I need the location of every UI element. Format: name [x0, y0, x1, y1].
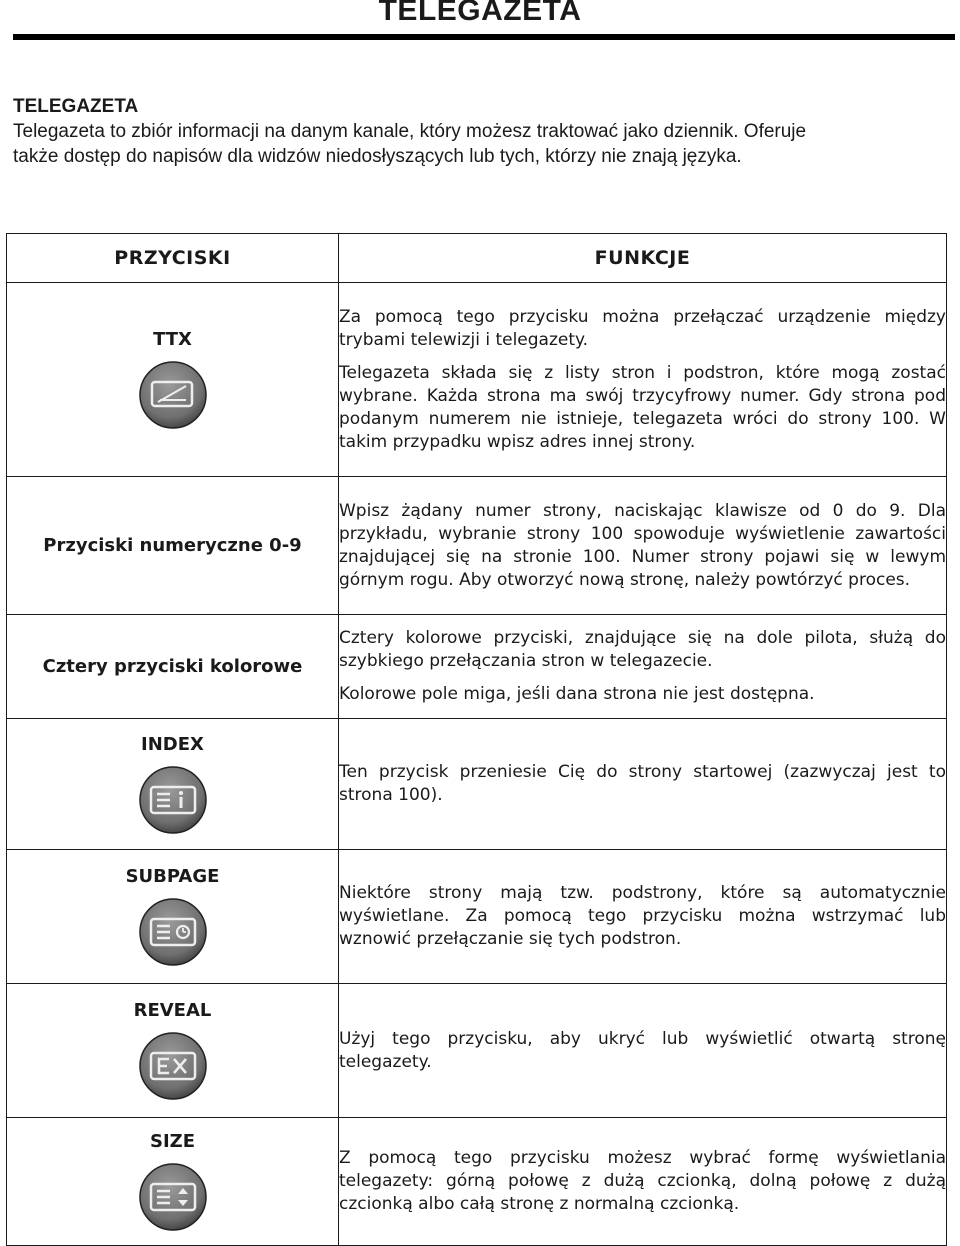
table-row — [7, 477, 947, 615]
index-icon — [138, 765, 208, 835]
size-icon — [138, 1162, 208, 1232]
intro-section — [13, 94, 958, 169]
table-row — [7, 283, 947, 477]
button-cell-reveal — [7, 984, 339, 1118]
table-row — [7, 719, 947, 850]
subpage-icon — [138, 897, 208, 967]
function-cell-subpage — [339, 850, 947, 984]
function-cell-ttx — [339, 283, 947, 477]
button-label: SUBPAGE — [125, 866, 220, 887]
table-row — [7, 984, 947, 1118]
intro-heading: TELEGAZETA — [13, 96, 139, 117]
function-text: Za pomocą tego przycisku można przełączać urządzenie między trybami telewizji i telegazety. — [339, 306, 946, 350]
function-text: Użyj tego przycisku, aby ukryć lub wyświetlić otwartą stronę telegazety. — [339, 1028, 946, 1072]
function-text: Wpisz żądany numer strony, naciskając klawisze od 0 do 9. Dla przykładu, wybranie strony 100 spowoduje wyświetlenie zawartości znajdującej się na stronie 100. Numer strony pojawi się w lewym górnym rogu. Aby otworzyć nową stronę, należy powtórzyć proces. — [339, 500, 946, 590]
table-row — [7, 615, 947, 719]
button-label: SIZE — [149, 1131, 195, 1152]
button-label: Cztery przyciski kolorowe — [42, 656, 303, 677]
button-cell-size — [7, 1118, 339, 1246]
button-cell-index — [7, 719, 339, 850]
intro-text: Telegazeta to zbiór informacji na danym kanale, który możesz traktować jako dziennik. Oferuje także dostęp do napisów dla widzów niedosłyszących lub tych, którzy nie znają języka. — [13, 121, 807, 167]
button-cell-subpage — [7, 850, 339, 984]
function-cell-index — [339, 719, 947, 850]
button-cell-ttx — [7, 283, 339, 477]
ttx-icon — [138, 360, 208, 430]
table-row — [7, 850, 947, 984]
reveal-icon — [138, 1031, 208, 1101]
function-text: Telegazeta składa się z listy stron i podstron, które mogą zostać wybrane. Każda strona ma swój trzycyfrowy numer. Gdy strona pod podanym numerem nie istnieje, telegazeta wróci do strony 100. W takim przypadku wpisz adres innej strony. — [339, 362, 946, 452]
page-title: TELEGAZETA — [378, 0, 582, 27]
function-cell-colors — [339, 615, 947, 719]
button-label: REVEAL — [133, 1000, 212, 1021]
title-rule — [13, 34, 955, 40]
function-text: Niektóre strony mają tzw. podstrony, które są automatycznie wyświetlane. Za pomocą tego przycisku można wstrzymać lub wznowić przełączanie się tych podstron. — [339, 883, 946, 949]
button-cell-colors — [7, 615, 339, 719]
buttons-table — [6, 233, 947, 1246]
button-label: TTX — [153, 329, 192, 350]
header-functions: FUNKCJE — [339, 234, 947, 283]
function-text: Z pomocą tego przycisku możesz wybrać formę wyświetlania telegazety: górną połowę z dużą czcionką, dolną połowę z dużą czcionką albo całą stronę z normalną czcionką. — [339, 1148, 946, 1214]
function-text: Kolorowe pole miga, jeśli dana strona nie jest dostępna. — [339, 684, 815, 704]
function-text: Cztery kolorowe przyciski, znajdujące się na dole pilota, służą do szybkiego przełączania stron w telegazecie. — [339, 628, 946, 671]
button-label: INDEX — [141, 733, 204, 755]
function-cell-reveal — [339, 984, 947, 1118]
function-text: Ten przycisk przeniesie Cię do strony startowej (zazwyczaj jest to strona 100). — [339, 762, 946, 805]
table-row — [7, 1118, 947, 1246]
header-buttons: PRZYCISKI — [7, 234, 339, 283]
button-cell-numeric — [7, 477, 339, 615]
button-label: Przyciski numeryczne 0-9 — [43, 535, 302, 556]
function-cell-numeric — [339, 477, 947, 615]
function-cell-size — [339, 1118, 947, 1246]
